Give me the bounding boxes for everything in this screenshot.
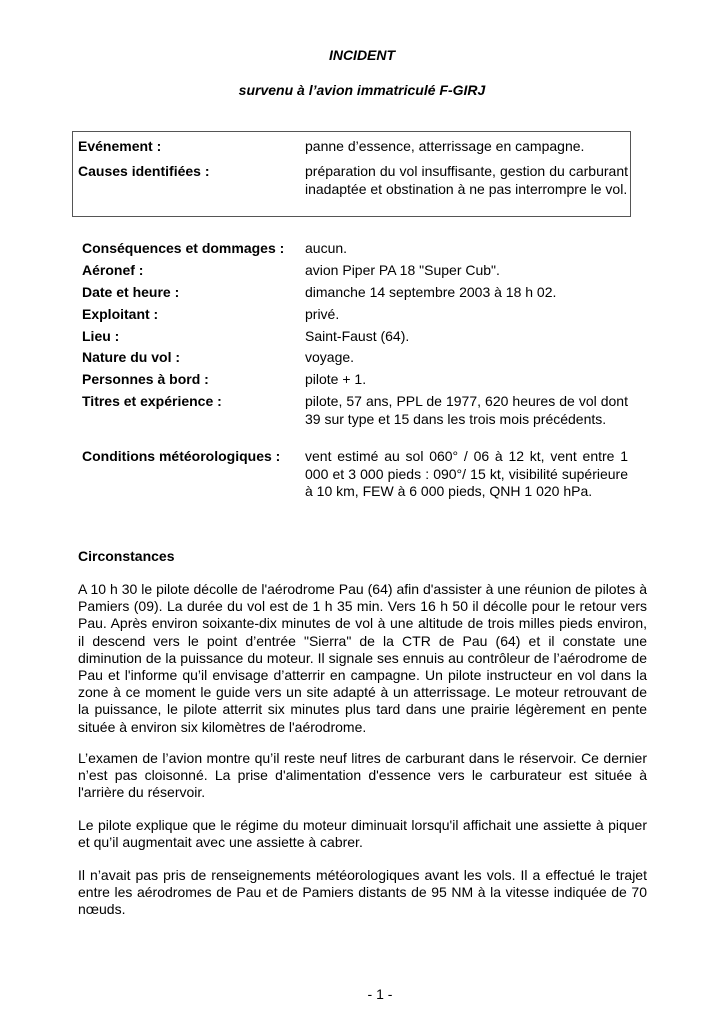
document-subtitle: survenu à l’avion immatriculé F-GIRJ [238, 82, 486, 98]
field-value: panne d’essence, atterrissage en campagne. [305, 138, 585, 154]
field-value: pilote + 1. [305, 371, 367, 387]
field-value: privé. [305, 306, 340, 322]
field-value: vent estimé au sol 060° / 06 à 12 kt, vent entre 1 000 et 3 000 pieds : 090°/ 15 kt, visibilité supérieure à 10 km, FEW à 6 000 pieds, QNH 1 020 hPa. [305, 448, 628, 499]
section-heading: Circonstances [78, 548, 175, 564]
field-label: Titres et expérience : [82, 393, 222, 409]
paragraph: A 10 h 30 le pilote décolle de l'aérodrome Pau (64) afin d'assister à une réunion de pilotes à Pamiers (09). La durée du vol est de 1 h 35 min. Vers 16 h 50 il décolle pour le retour vers Pau. Après environ soixante-dix minutes de vol à une altitude de trois milles pieds environ, il descend vers le point d’entrée "Sierra" de la CTR de Pau (64) et il constate une diminution de la puissance du moteur. Il signale ses ennuis au contrôleur de l’aérodrome de Pau et l'informe qu’il envisage d’atterrir en campagne. Un pilote instructeur en vol dans la zone à ce moment le guide vers un site adapté à un atterrissage. Le moteur retrouvant de la puissance, le pilote atterrit six minutes plus tard dans une prairie légèrement en pente située à environ six kilomètres de l'aérodrome. [78, 581, 647, 735]
field-label: Aéronef : [82, 262, 144, 278]
field-label: Conséquences et dommages : [82, 240, 285, 256]
field-label: Evénement : [78, 138, 162, 154]
field-value: préparation du vol insuffisante, gestion du carburant inadaptée et obstination à ne pas interrompre le vol. [305, 163, 628, 197]
paragraph: L’examen de l’avion montre qu’il reste neuf litres de carburant dans le réservoir. Ce dernier n’est pas cloisonné. La prise d'alimentation d'essence vers le carburateur est située à l'arrière du réservoir. [78, 750, 647, 801]
field-value: aucun. [305, 240, 348, 256]
paragraph: Le pilote explique que le régime du moteur diminuait lorsqu'il affichait une assiette à piquer et qu’il augmentait avec une assiette à cabrer. [78, 817, 647, 851]
field-value: pilote, 57 ans, PPL de 1977, 620 heures de vol dont 39 sur type et 15 dans les trois mois précédents. [305, 393, 628, 427]
field-label: Exploitant : [82, 306, 159, 322]
field-value: voyage. [305, 349, 355, 365]
field-label: Conditions météorologiques : [82, 448, 281, 464]
paragraph: Il n’avait pas pris de renseignements météorologiques avant les vols. Il a effectué le trajet entre les aérodromes de Pau et de Pamiers distants de 95 NM à la vitesse indiquée de 70 nœuds. [78, 867, 647, 918]
field-value: Saint-Faust (64). [305, 328, 410, 344]
field-label: Date et heure : [82, 284, 180, 300]
document-title: INCIDENT [328, 47, 396, 63]
field-value: dimanche 14 septembre 2003 à 18 h 02. [305, 284, 557, 300]
field-label: Lieu : [82, 328, 120, 344]
field-label: Causes identifiées : [78, 163, 210, 179]
field-label: Personnes à bord : [82, 371, 209, 387]
page-number: - 1 - [367, 986, 393, 1002]
field-value: avion Piper PA 18 "Super Cub". [305, 262, 500, 278]
field-label: Nature du vol : [82, 349, 181, 365]
